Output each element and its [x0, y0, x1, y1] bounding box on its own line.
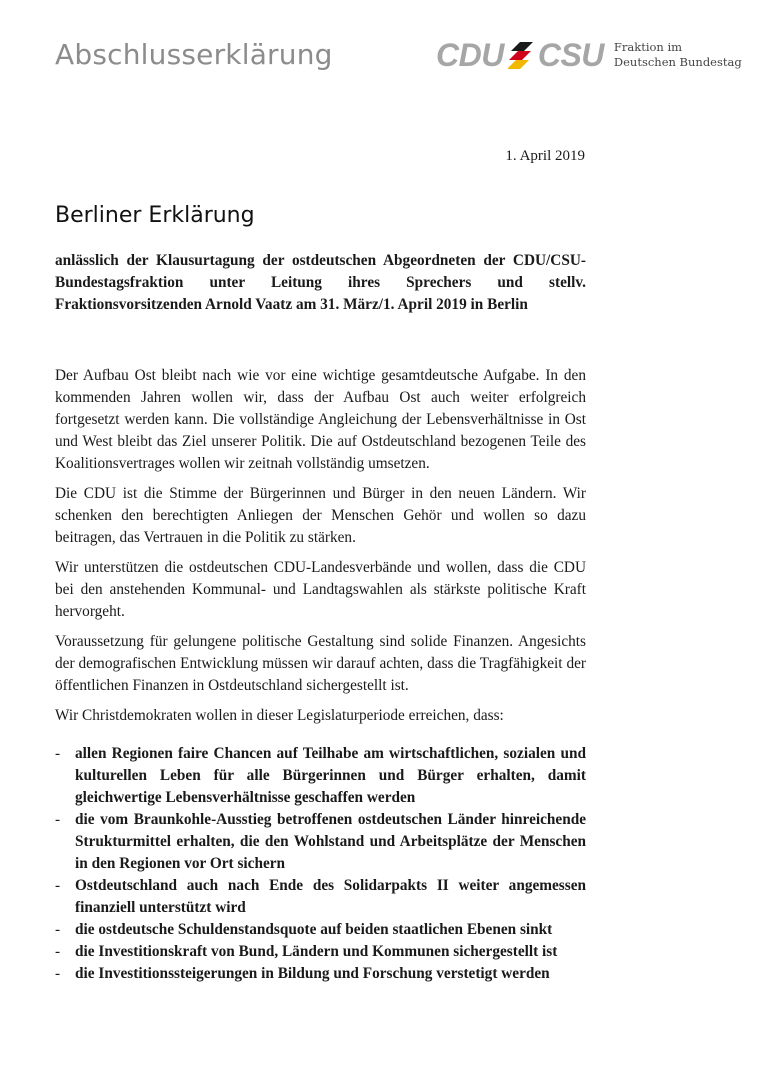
list-item-text: die Investitionskraft von Bund, Ländern und Kommunen sichergestellt ist [75, 943, 558, 960]
logo-text-cdu: CDU [436, 37, 504, 73]
bullet-dash: - [55, 745, 61, 762]
cdu-csu-logo [436, 38, 742, 72]
paragraph: Wir Christdemokraten wollen in dieser Legislaturperiode erreichen, dass: [55, 707, 504, 724]
paragraph: Voraussetzung für gelungene politische Gestaltung sind solide Finanzen. Angesichts der demografischen Entwicklung müssen wir darauf achten, dass die Tragfähigkeit der öffentlichen Finanzen in Ostdeutschland sichergestellt ist. [55, 633, 586, 694]
bullet-dash: - [55, 943, 61, 960]
logo-subtitle-line-2: Deutschen Bundestag [613, 55, 742, 69]
list-item [55, 809, 586, 875]
logo-text-csu: CSU [537, 37, 604, 73]
list-item [55, 919, 586, 941]
list-item [55, 963, 586, 985]
paragraph: Die CDU ist die Stimme der Bürgerinnen und Bürger in den neuen Ländern. Wir schenken den berechtigten Anliegen der Menschen Gehör und wollen so dazu beitragen, das Vertrauen in die Politik zu stärken. [55, 485, 586, 546]
paragraph: Der Aufbau Ost bleibt nach wie vor eine wichtige gesamtdeutsche Aufgabe. In den kommenden Jahren wollen wir, dass der Aufbau Ost auch weiter erfolgreich fortgesetzt werden kann. Die vollständige Angleichung der Lebensverhältnisse in Ost und West bleibt das Ziel unserer Politik. Die auf Ostdeutschland bezogenen Teile des Koalitionsvertrages wollen wir zeitnah vollständig umsetzen. [55, 367, 586, 472]
flag-stripes-icon [508, 41, 534, 69]
list-item-text: Ostdeutschland auch nach Ende des Solidarpakts II weiter angemessen finanziell unterstützt wird [75, 877, 586, 916]
list-item-text: die Investitionssteigerungen in Bildung und Forschung verstetigt werden [75, 965, 550, 982]
document-date: 1. April 2019 [505, 148, 585, 164]
bullet-dash: - [55, 877, 61, 894]
list-item [55, 875, 586, 919]
document-body [55, 365, 586, 985]
bullet-dash: - [55, 965, 61, 982]
logo-subtitle-line-1: Fraktion im [613, 40, 683, 54]
paragraph: Wir unterstützen die ostdeutschen CDU-Landesverbände und wollen, dass die CDU bei den anstehenden Kommunal- und Landtagswahlen als stärkste politische Kraft hervorgeht. [55, 559, 586, 620]
list-item-text: allen Regionen faire Chancen auf Teilhabe am wirtschaftlichen, sozialen und kulturellen Leben für alle Bürgerinnen und Bürger erhalten, damit gleichwertige Lebensverhältnisse geschaffen werden [75, 745, 586, 806]
list-item-text: die vom Braunkohle-Ausstieg betroffenen ostdeutschen Länder hinreichende Strukturmittel erhalten, die den Wohlstand und Arbeitsplätze der Menschen in den Regionen vor Ort sichern [75, 811, 586, 872]
list-item [55, 941, 586, 963]
document-type-heading: Abschlusserklärung [55, 38, 333, 71]
page-title: Berliner Erklärung [55, 203, 255, 228]
bullet-dash: - [55, 921, 61, 938]
page-subtitle: anlässlich der Klausurtagung der ostdeutschen Abgeordneten der CDU/CSU-Bundestagsfraktion unter Leitung ihres Sprechers und stellv. Fraktionsvorsitzenden Arnold Vaatz am 31. März/1. April 2019 in Berlin [55, 252, 586, 313]
list-item [55, 743, 586, 809]
goals-list [55, 743, 586, 985]
logo-subtitle [614, 40, 742, 70]
bullet-dash: - [55, 811, 61, 828]
list-item-text: die ostdeutsche Schuldenstandsquote auf beiden staatlichen Ebenen sinkt [75, 921, 553, 938]
